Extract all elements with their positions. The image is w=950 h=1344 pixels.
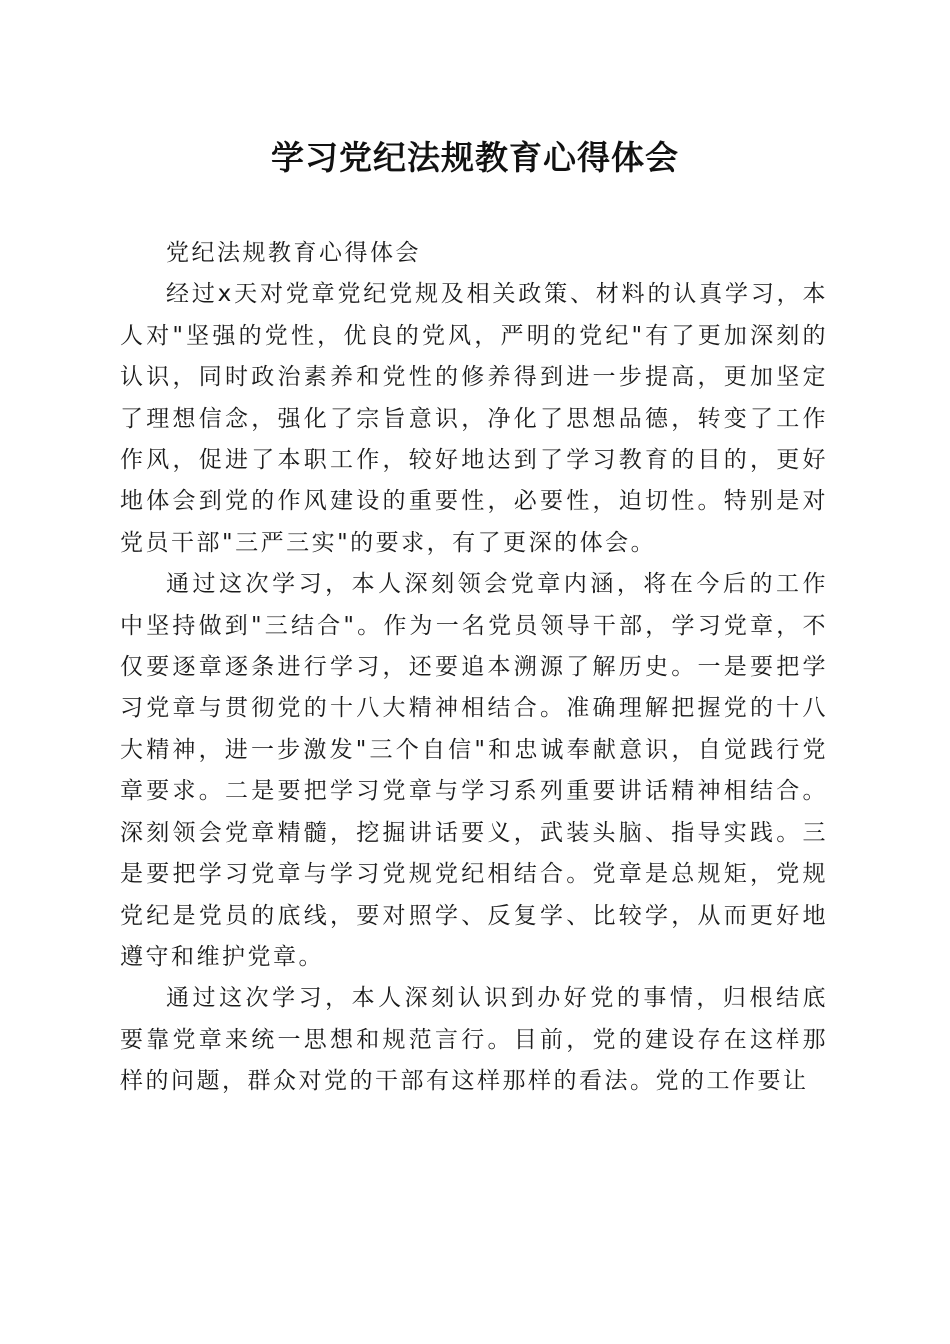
paragraph-subtitle: 党纪法规教育心得体会: [166, 240, 421, 266]
paragraph: 通过这次学习，本人深刻领会党章内涵，将在今后的工作中坚持做到"三结合"。作为一名党员领导干部，学习党章，不仅要逐章逐条进行学习，还要追本溯源了解历史。一是要把学习党章与贯彻党的十八大精神相结合。准确理解把握党的十八大精神，进一步激发"三个自信"和忠诚奉献意识，自觉践行党章要求。二是要把学习党章与学习系列重要讲话精神相结合。深刻领会党章精髓，挖掘讲话要义，武装头脑、指导实践。三是要把学习党章与学习党规党纪相结合。党章是总规矩，党规党纪是党员的底线，要对照学、反复学、比较学，从而更好地遵守和维护党章。: [120, 571, 828, 970]
paragraph: 通过这次学习，本人深刻认识到办好党的事情，归根结底要靠党章来统一思想和规范言行。目前，党的建设存在这样那样的问题，群众对党的干部有这样那样的看法。党的工作要让: [120, 985, 828, 1095]
document-body: [120, 233, 828, 1103]
paragraph: 经过x天对党章党纪党规及相关政策、材料的认真学习，本人对"坚强的党性，优良的党风，严明的党纪"有了更加深刻的认识，同时政治素养和党性的修养得到进一步提高，更加坚定了理想信念，强化了宗旨意识，净化了思想品德，转变了工作作风，促进了本职工作，较好地达到了学习教育的目的，更好地体会到党的作风建设的重要性，必要性，迫切性。特别是对党员干部"三严三实"的要求，有了更深的体会。: [120, 281, 828, 556]
document-title: 学习党纪法规教育心得体会: [271, 138, 679, 177]
